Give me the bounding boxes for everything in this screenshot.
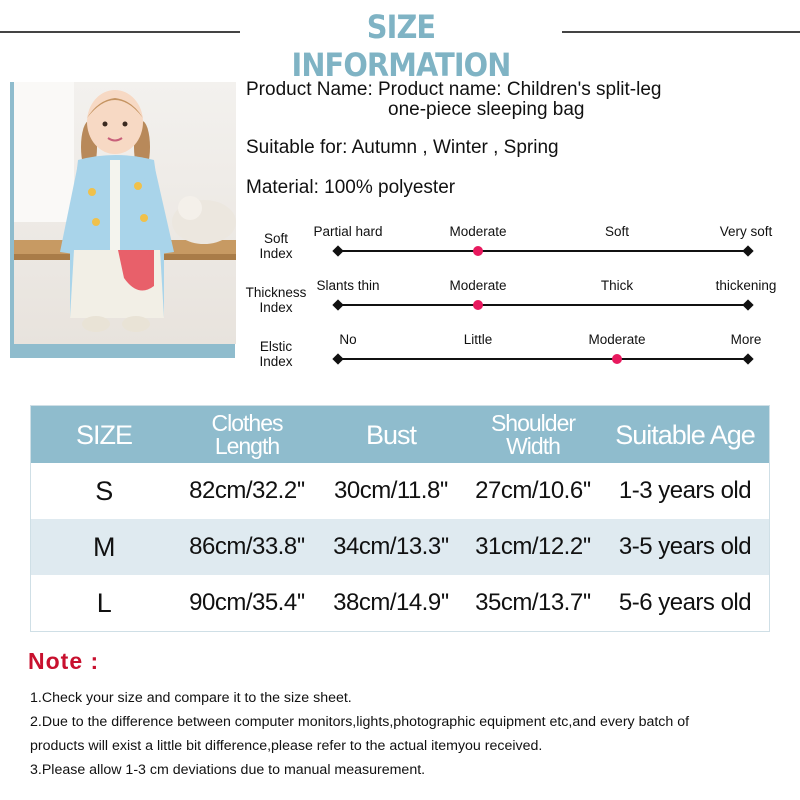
table-header-row bbox=[31, 406, 769, 463]
scale-end-right bbox=[742, 245, 753, 256]
selected-level-marker bbox=[612, 354, 622, 364]
level-label: No bbox=[339, 332, 357, 347]
scale-end-right bbox=[742, 353, 753, 364]
suitable-seasons: Suitable for: Autumn , Winter , Spring bbox=[246, 137, 559, 158]
bust-cell: 34cm/13.3'' bbox=[333, 533, 449, 560]
scale-line bbox=[338, 358, 748, 360]
note-title: Note : bbox=[28, 648, 100, 674]
selected-level-marker bbox=[473, 246, 483, 256]
scale-end-left bbox=[332, 299, 343, 310]
note-item: products will exist a little bit difference,please refer to the actual itemyou received. bbox=[30, 738, 543, 754]
bust-cell: 38cm/14.9'' bbox=[333, 589, 449, 616]
shoulder-width-cell: 31cm/12.2'' bbox=[475, 533, 591, 560]
level-label: Partial hard bbox=[313, 224, 383, 239]
level-label: Little bbox=[463, 332, 493, 347]
product-name: Product Name: Product name: Children's split-leg bbox=[246, 79, 662, 100]
table-row bbox=[31, 575, 769, 631]
level-label: Soft bbox=[604, 224, 630, 239]
size-cell: M bbox=[93, 531, 115, 562]
scale-end-left bbox=[332, 245, 343, 256]
bust-cell: 30cm/11.8'' bbox=[334, 477, 448, 504]
shoulder-width-cell: 27cm/10.6'' bbox=[475, 477, 591, 504]
clothes-length-cell: 86cm/33.8'' bbox=[189, 533, 305, 560]
level-label: thickening bbox=[715, 278, 777, 293]
scale-end-right bbox=[742, 299, 753, 310]
product-name-line2: one-piece sleeping bag bbox=[388, 99, 585, 120]
level-label: Moderate bbox=[449, 224, 507, 239]
header-shoulder-width: Shoulder Width bbox=[490, 409, 576, 459]
clothes-length-cell: 90cm/35.4'' bbox=[189, 589, 305, 616]
note-item: 1.Check your size and compare it to the size sheet. bbox=[30, 690, 352, 706]
table-row bbox=[31, 463, 769, 519]
header-bust: Bust bbox=[365, 419, 417, 450]
scale-line bbox=[338, 250, 748, 252]
header-divider-left bbox=[0, 31, 240, 33]
clothes-length-cell: 82cm/32.2'' bbox=[189, 477, 305, 504]
note-item: 2.Due to the difference between computer monitors,lights,photographic equipment etc,and every batch of bbox=[30, 714, 690, 730]
size-table bbox=[30, 405, 770, 632]
table-row bbox=[31, 519, 769, 575]
thickness-index-label: Thickness Index bbox=[245, 285, 307, 315]
size-cell: S bbox=[95, 475, 113, 506]
level-label: More bbox=[730, 332, 762, 347]
level-label: Moderate bbox=[449, 278, 507, 293]
level-label: Moderate bbox=[588, 332, 646, 347]
elastic-index-label: Elstic Index bbox=[259, 339, 293, 369]
level-label: Thick bbox=[600, 278, 634, 293]
size-cell: L bbox=[96, 587, 112, 618]
header-suitable-age: Suitable Age bbox=[615, 419, 755, 450]
scale-end-left bbox=[332, 353, 343, 364]
shoulder-width-cell: 35cm/13.7'' bbox=[475, 589, 591, 616]
page-title: SIZE INFORMATION bbox=[291, 8, 511, 84]
note-item: 3.Please allow 1-3 cm deviations due to manual measurement. bbox=[30, 762, 426, 778]
selected-level-marker bbox=[473, 300, 483, 310]
header-divider-right bbox=[562, 31, 800, 33]
suitable-age-cell: 1-3 years old bbox=[618, 477, 752, 504]
material: Material: 100% polyester bbox=[246, 177, 456, 198]
level-label: Very soft bbox=[719, 224, 773, 239]
soft-index-label: Soft Index bbox=[259, 231, 293, 261]
scale-line bbox=[338, 304, 748, 306]
header-size: SIZE bbox=[75, 419, 132, 450]
header-clothes-length: Clothes Length bbox=[211, 409, 283, 459]
product-photo bbox=[14, 82, 236, 344]
suitable-age-cell: 3-5 years old bbox=[618, 533, 752, 560]
level-label: Slants thin bbox=[316, 278, 380, 293]
suitable-age-cell: 5-6 years old bbox=[618, 589, 752, 616]
